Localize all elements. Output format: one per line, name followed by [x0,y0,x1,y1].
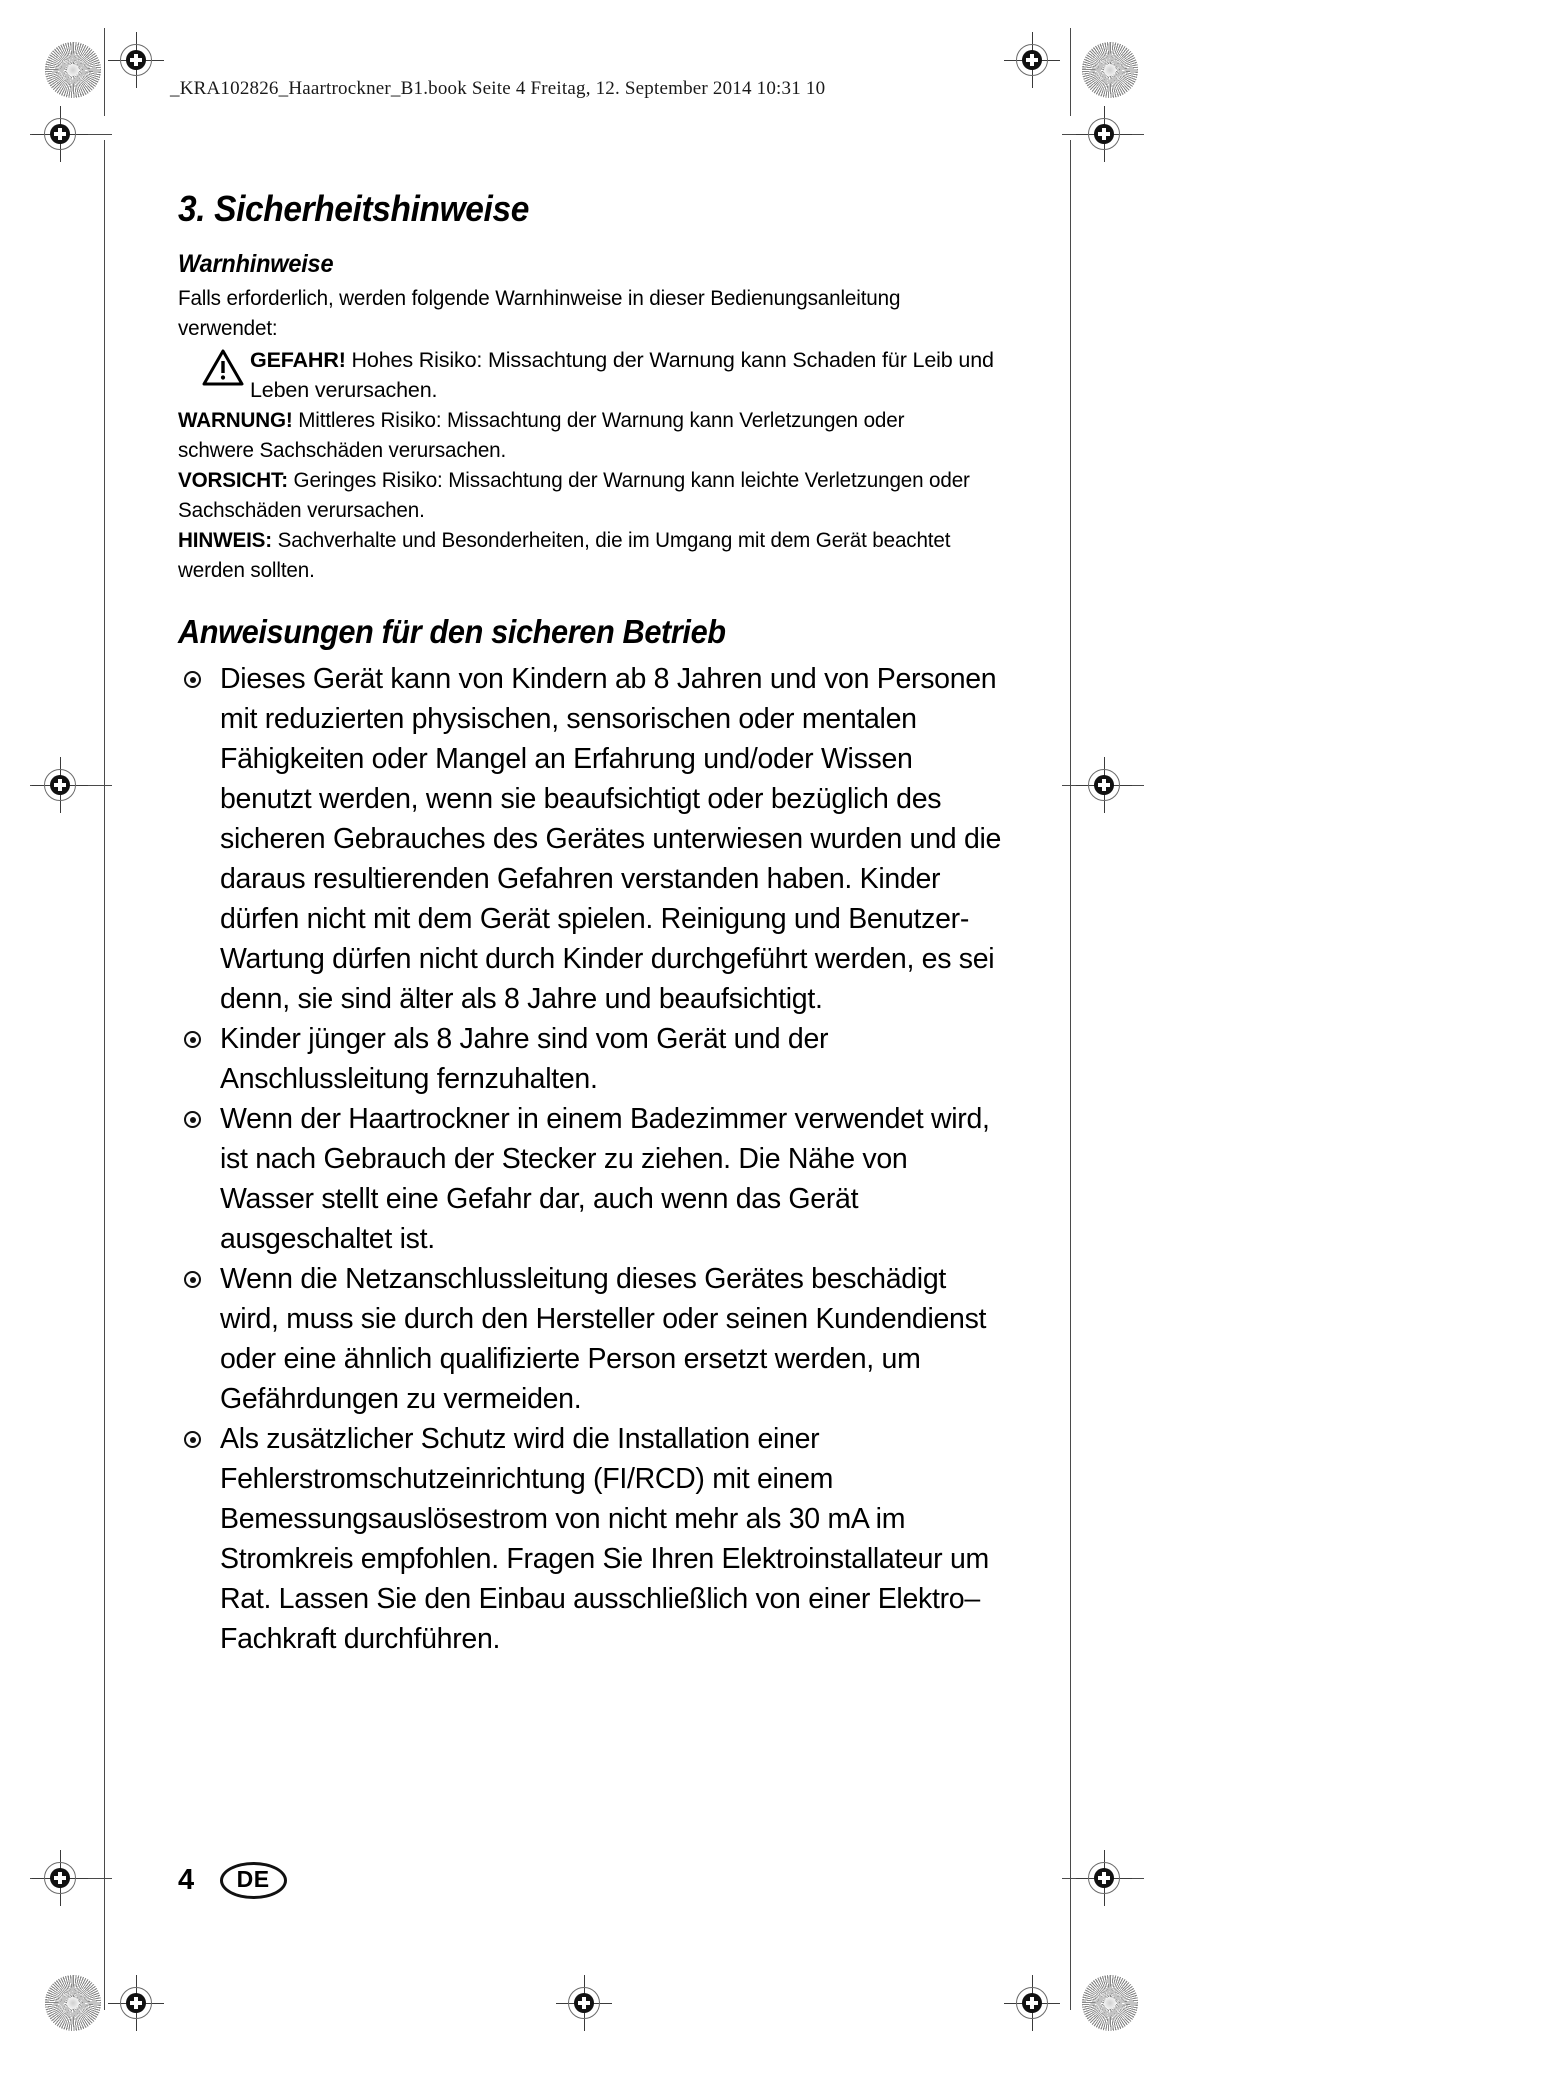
rosette-mark-top-left [45,42,101,98]
page-title: 3. Sicherheitshinweise [178,188,529,229]
vorsicht-notice [178,465,975,525]
rosette-mark-bottom-right [1082,1975,1138,2031]
registration-target-bottom-center [556,1975,612,2031]
registration-target-bottom-left [108,1975,164,2031]
danger-body: Hohes Risiko: Missachtung der Warnung kann Schaden für Leib und Leben verursachen. [250,348,994,402]
list-item-text: Als zusätzlicher Schutz wird die Installation einer Fehlerstromschutzeinrichtung (FI/RCD) mit einem Bemessungsauslösestrom von nicht mehr als 30 mA im Stromkreis empfohlen. Fragen Sie Ihren Elektroinstallateur um Rat. Lassen Sie den Einbau ausschließlich von einer Elektro–Fachkraft durchführen. [220,1423,989,1655]
hinweis-body: Sachverhalte und Besonderheiten, die im Umgang mit dem Gerät beachtet werden sollten. [178,528,951,582]
registration-target-top-left [108,32,164,88]
circled-dot-bullet-icon [184,671,201,688]
crop-line-vertical-right [1070,28,1071,116]
warnung-notice [178,405,975,465]
hinweis-label: HINWEIS: [178,528,273,552]
list-item [178,1019,1008,1099]
list-item-text: Dieses Gerät kann von Kindern ab 8 Jahren und von Personen mit reduzierten physischen, sensorischen oder mentalen Fähigkeiten oder Mangel an Erfahrung und/oder Wissen benutzt werden, wenn sie beaufsichtigt oder bezüglich des sicheren Gebrauches des Gerätes unterwiesen wurden und die daraus resultierenden Gefahren verstanden haben. Kinder dürfen nicht mit dem Gerät spielen. Reinigung und Benutzer-Wartung dürfen nicht durch Kinder durchgeführt werden, es sei denn, sie sind älter als 8 Jahre und beaufsichtigt. [220,663,1002,1015]
page-footer [178,1862,287,1899]
crop-line-horizontal-top-right [1062,134,1144,135]
circled-dot-bullet-icon [184,1111,201,1128]
rosette-mark-bottom-left [45,1975,101,2031]
vorsicht-label: VORSICHT: [178,468,288,492]
registration-target-right-middle [1076,757,1132,813]
crop-line-bottom-right [1062,1878,1144,1879]
list-item [178,659,1008,1019]
trim-guide-right [1070,140,1071,2010]
warnings-intro-text: Falls erforderlich, werden folgende Warnhinweise in dieser Bedienungsanleitung verwendet: [178,286,901,340]
registration-target-left-lower [32,1850,88,1906]
registration-target-left-middle [32,757,88,813]
list-item [178,1259,1008,1419]
danger-notice-text [250,345,1008,405]
page-content [178,188,1008,1659]
list-item-text: Kinder jünger als 8 Jahre sind vom Gerät und der Anschlussleitung fernzuhalten. [220,1023,829,1095]
crop-line-mid-left [30,785,112,786]
safe-operation-instruction-list [178,659,1008,1659]
crop-line-mid-right [1062,785,1144,786]
circled-dot-bullet-icon [184,1031,201,1048]
danger-notice-row [178,345,1008,405]
warnings-heading: Warnhinweise [178,250,334,278]
warnung-body: Mittleres Risiko: Missachtung der Warnung kann Verletzungen oder schwere Sachschäden verursachen. [178,408,905,462]
circled-dot-bullet-icon [184,1431,201,1448]
circled-dot-bullet-icon [184,1271,201,1288]
registration-target-right-lower [1076,1850,1132,1906]
trim-guide-left [104,140,105,2010]
crop-line-vertical-left [104,28,105,116]
registration-target-right-upper [1076,106,1132,162]
language-badge: DE [220,1862,287,1899]
rosette-mark-top-right [1082,42,1138,98]
page-number: 4 [178,1864,194,1896]
danger-label: GEFAHR! [250,348,346,372]
warning-triangle-icon [178,345,250,387]
list-item-text: Wenn die Netzanschlussleitung dieses Gerätes beschädigt wird, muss sie durch den Hersteller oder seinen Kundendienst oder eine ähnlich qualifizierte Person ersetzt werden, um Gefährdungen zu vermeiden. [220,1263,987,1415]
book-file-header: _KRA102826_Haartrockner_B1.book Seite 4 Freitag, 12. September 2014 10:31 10 [170,78,826,99]
registration-target-bottom-right [1004,1975,1060,2031]
registration-target-top-right [1004,32,1060,88]
registration-target-left-upper [32,106,88,162]
crop-line-horizontal-top-left [30,134,112,135]
list-item-text: Wenn der Haartrockner in einem Badezimmer verwendet wird, ist nach Gebrauch der Stecker zu ziehen. Die Nähe von Wasser stellt eine Gefahr dar, auch wenn das Gerät ausgeschaltet ist. [220,1103,990,1255]
list-item [178,1419,1008,1659]
crop-line-bottom-left [30,1878,112,1879]
warnung-label: WARNUNG! [178,408,293,432]
vorsicht-body: Geringes Risiko: Missachtung der Warnung kann leichte Verletzungen oder Sachschäden verursachen. [178,468,970,522]
instructions-heading: Anweisungen für den sicheren Betrieb [178,613,726,650]
hinweis-notice [178,525,975,585]
list-item [178,1099,1008,1259]
